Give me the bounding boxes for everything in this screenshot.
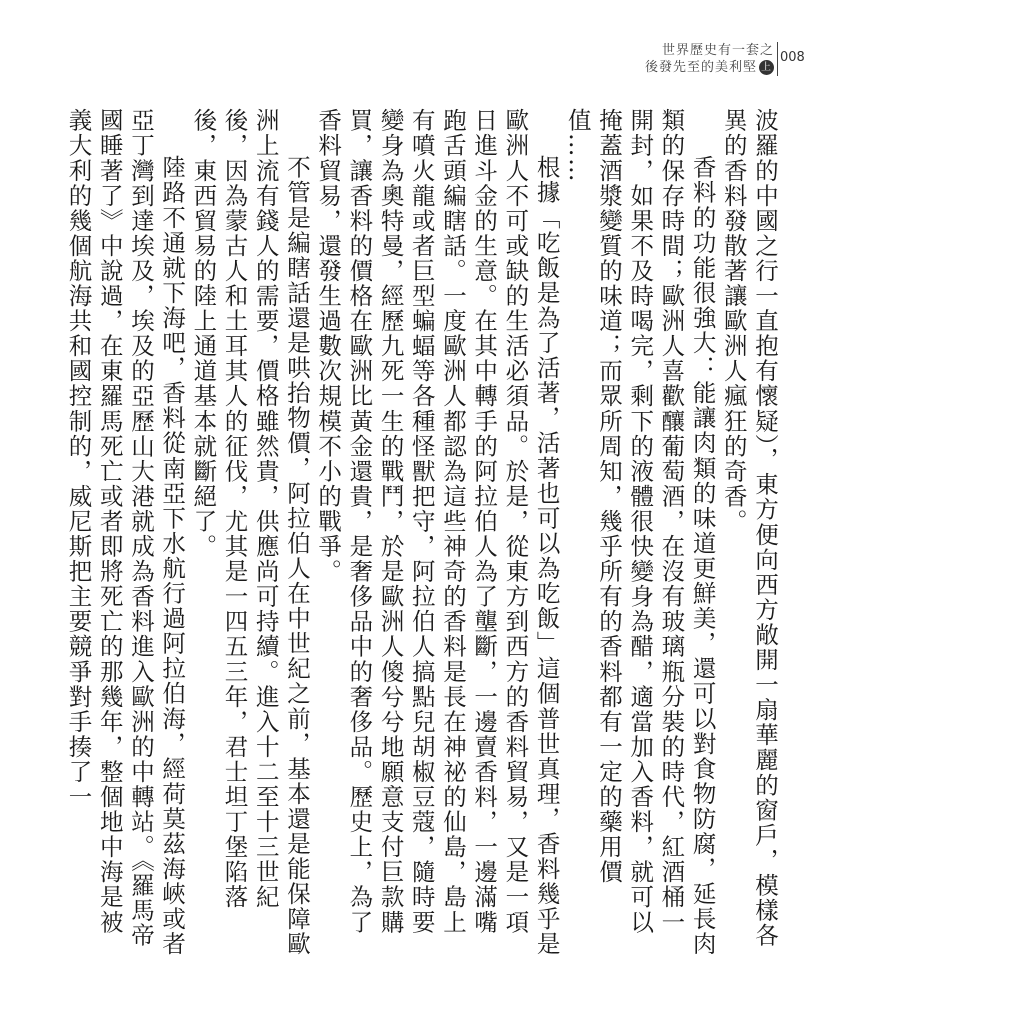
vertical-body-text bbox=[64, 108, 780, 958]
header-title-line-2: 後發先至的美利堅 bbox=[644, 60, 757, 75]
paragraph-4: 不管是編瞎話還是哄抬物價，阿拉伯人在中世紀之前，基本還是能保障歐洲上流有錢人的需要，價格雖然貴，供應尚可持續。進入十二至十三世紀後，因為蒙古人和土耳其人的征伐，尤其是一四五三年，君士坦丁堡陷落後，東西貿易的陸上通道基本就斷絕了。 bbox=[189, 108, 311, 957]
header-title-line-1: 世界歷史有一套之 bbox=[661, 43, 774, 58]
page-number: 008 bbox=[780, 50, 805, 65]
header-divider bbox=[777, 42, 778, 76]
running-header-title bbox=[634, 42, 774, 76]
running-header bbox=[644, 42, 812, 78]
volume-mark: 上 bbox=[761, 62, 772, 73]
paragraph-1: 波羅的中國之行一直抱有懷疑），東方便向西方敞開一扇華麗的窗戶，模樣各異的香料發散著讓歐洲人瘋狂的奇香。 bbox=[719, 108, 779, 948]
paragraph-5: 陸路不通就下海吧，香料從南亞下水航行過阿拉伯海，經荷莫茲海峽或者亞丁灣到達埃及，埃及的亞歷山大港就成為香料進入歐洲的中轉站。《羅馬帝國睡著了》中說過，在東羅馬死亡或者即將死亡的那幾年，整個地中海是被義大利的幾個航海共和國控制的，威尼斯把主要競爭對手揍了一 bbox=[64, 108, 187, 957]
paragraph-2: 香料的功能很強大：能讓肉類的味道更鮮美，還可以對食物防腐，延長肉類的保存時間；歐洲人喜歡釀葡萄酒，在沒有玻璃瓶分裝的時代，紅酒桶一開封，如果不及時喝完，剩下的液體很快變身為醋，適當加入香料，就可以掩蓋酒漿變質的味道；而眾所周知，幾乎所有的香料都有一定的藥用價值…… bbox=[563, 108, 717, 957]
paragraph-3: 根據「吃飯是為了活著，活著也可以為吃飯」這個普世真理，香料幾乎是歐洲人不可或缺的生活必須品。於是，從東方到西方的香料貿易，又是一項日進斗金的生意。在其中轉手的阿拉伯人為了壟斷，一邊賣香料，一邊滿嘴跑舌頭編瞎話。一度歐洲人都認為這些神奇的香料是長在神祕的仙島，島上有噴火龍或者巨型蝙蝠等各種怪獸把守，阿拉伯人搞點兒胡椒豆蔻，隨時要變身為奧特曼，經歷九死一生的戰鬥，於是歐洲人傻兮兮地願意支付巨款購買，讓香料的價格在歐洲比黃金還貴，是奢侈品中的奢侈品。歷史上，為了香料貿易，還發生過數次規模不小的戰爭。 bbox=[314, 108, 561, 957]
